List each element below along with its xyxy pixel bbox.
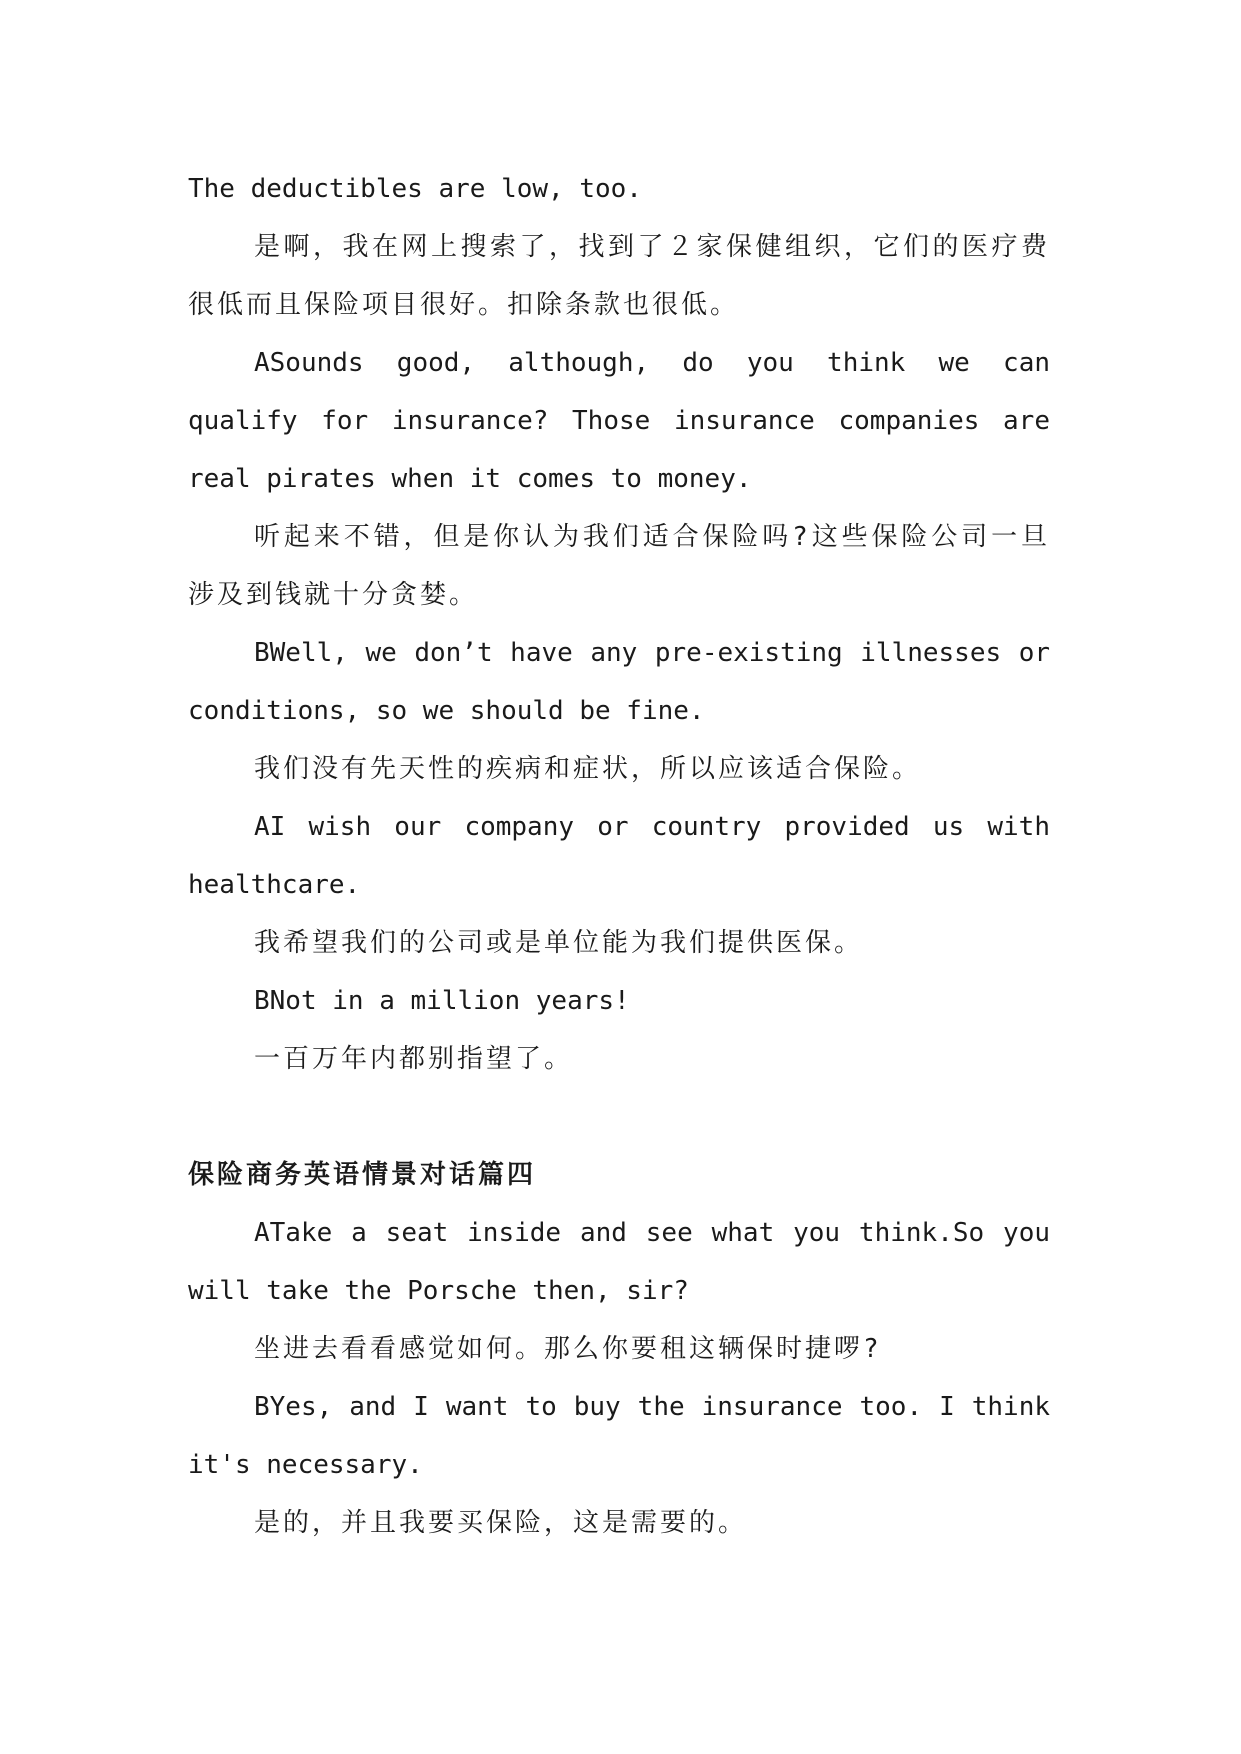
paragraph: 听起来不错，但是你认为我们适合保险吗?这些保险公司一旦涉及到钱就十分贪婪。: [188, 522, 1050, 610]
paragraph: The deductibles are low, too.: [188, 174, 642, 204]
section-spacer: [188, 1088, 1050, 1146]
paragraph: 是啊，我在网上搜索了，找到了２家保健组织，它们的医疗费很低而且保险项目很好。扣除条款也很低。: [188, 232, 1050, 320]
paragraph: BWell, we don’t have any pre-existing illnesses or conditions, so we should be fine.: [188, 638, 1050, 726]
paragraph: 我们没有先天性的疾病和症状，所以应该适合保险。: [254, 754, 922, 784]
paragraph: BNot in a million years!: [254, 986, 630, 1016]
paragraph: 一百万年内都别指望了。: [254, 1044, 574, 1074]
paragraph: 我希望我们的公司或是单位能为我们提供医保。: [254, 928, 864, 958]
paragraph: BYes, and I want to buy the insurance too. I think it's necessary.: [188, 1392, 1050, 1480]
paragraph: ASounds good, although, do you think we can qualify for insurance? Those insurance companies are real pirates when it comes to money.: [188, 348, 1050, 494]
paragraph: 是的，并且我要买保险，这是需要的。: [254, 1508, 748, 1538]
paragraph: AI wish our company or country provided us with healthcare.: [188, 812, 1050, 900]
paragraph: 坐进去看看感觉如何。那么你要租这辆保时捷啰?: [254, 1334, 882, 1364]
document-page: [188, 160, 1050, 1552]
section-heading: 保险商务英语情景对话篇四: [188, 1160, 537, 1190]
paragraph: ATake a seat inside and see what you think.So you will take the Porsche then, sir?: [188, 1218, 1050, 1306]
